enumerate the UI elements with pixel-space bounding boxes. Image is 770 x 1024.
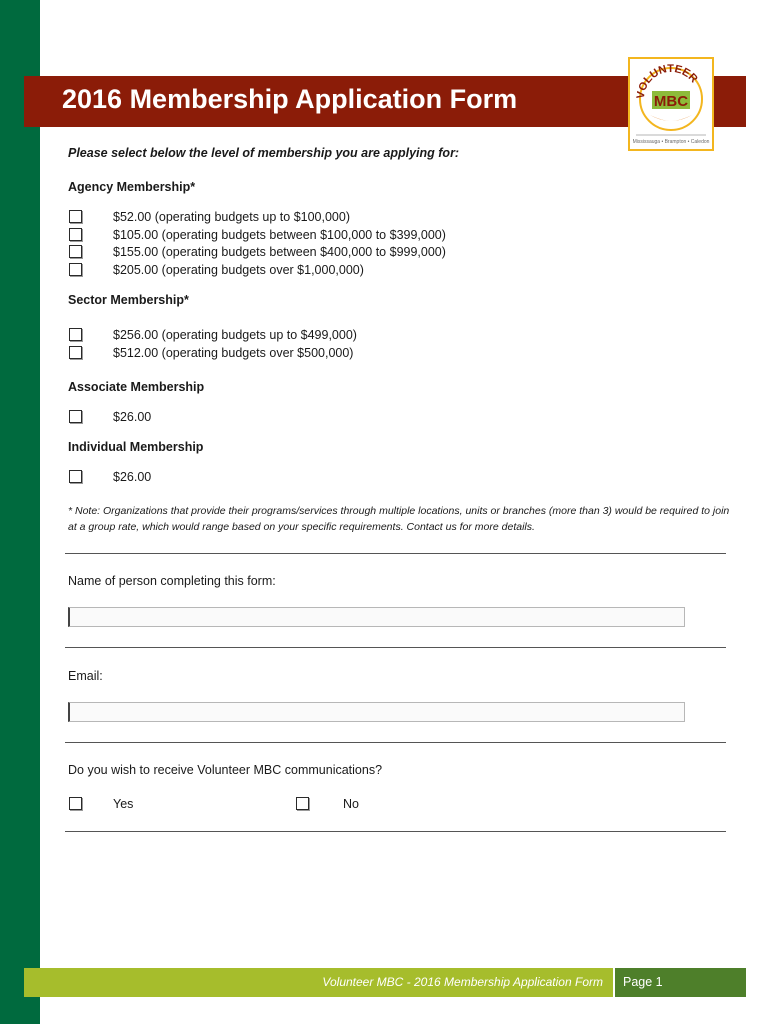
communications-yes-label: Yes [113, 797, 134, 811]
sector-option-1-label: $256.00 (operating budgets up to $499,000) [113, 328, 357, 342]
divider [65, 742, 726, 743]
associate-option-checkbox[interactable] [69, 410, 82, 423]
agency-option-3-label: $155.00 (operating budgets between $400,000 to $999,000) [113, 245, 446, 259]
sector-option-2-checkbox[interactable] [69, 346, 82, 359]
individual-option-checkbox[interactable] [69, 470, 82, 483]
individual-heading: Individual Membership [68, 440, 204, 454]
page-number-box [615, 968, 746, 997]
agency-heading: Agency Membership* [68, 180, 196, 194]
individual-option-label: $26.00 [113, 470, 152, 484]
agency-option-4-checkbox[interactable] [69, 263, 82, 276]
group-rate-note: * Note: Organizations that provide their programs/services through multiple locations, units or branches (more than 3) would be required to join at a group rate, which would range based on your specific requirements. Contact us for more details. [68, 505, 730, 533]
intro-text: Please select below the level of membership you are applying for: [68, 146, 460, 160]
name-field [68, 607, 685, 627]
divider [65, 553, 726, 554]
email-label: Email: [68, 669, 103, 683]
communications-no-label: No [343, 797, 359, 811]
name-input[interactable] [70, 608, 684, 626]
name-label: Name of person completing this form: [68, 574, 276, 588]
email-input[interactable] [70, 703, 684, 721]
page-title: 2016 Membership Application Form [62, 84, 518, 114]
agency-option-4-label: $205.00 (operating budgets over $1,000,000) [113, 263, 364, 277]
sector-option-2-label: $512.00 (operating budgets over $500,000) [113, 346, 354, 360]
communications-yes-checkbox[interactable] [69, 797, 82, 810]
logo-tagline: Mississauga • Brampton • Caledon [632, 139, 710, 145]
agency-option-2-label: $105.00 (operating budgets between $100,000 to $399,000) [113, 228, 446, 242]
footer-bar [24, 968, 613, 997]
logo-graphic [630, 59, 712, 149]
logo-word-volunteer: VOLUNTEER [634, 62, 700, 100]
associate-option-label: $26.00 [113, 410, 152, 424]
agency-option-1-label: $52.00 (operating budgets up to $100,000) [113, 210, 350, 224]
agency-option-3-checkbox[interactable] [69, 245, 82, 258]
left-accent-bar [0, 0, 40, 1024]
divider [65, 831, 726, 832]
associate-heading: Associate Membership [68, 380, 205, 394]
sector-heading: Sector Membership* [68, 293, 189, 307]
footer-text: Volunteer MBC - 2016 Membership Application Form [322, 975, 603, 989]
sector-option-1-checkbox[interactable] [69, 328, 82, 341]
page-number: Page 1 [623, 975, 663, 989]
communications-no-checkbox[interactable] [296, 797, 309, 810]
volunteer-mbc-logo [628, 57, 714, 151]
agency-option-1-checkbox[interactable] [69, 210, 82, 223]
logo-word-mbc: MBC [653, 93, 689, 110]
email-field [68, 702, 685, 722]
divider [65, 647, 726, 648]
communications-question: Do you wish to receive Volunteer MBC communications? [68, 763, 383, 777]
agency-option-2-checkbox[interactable] [69, 228, 82, 241]
